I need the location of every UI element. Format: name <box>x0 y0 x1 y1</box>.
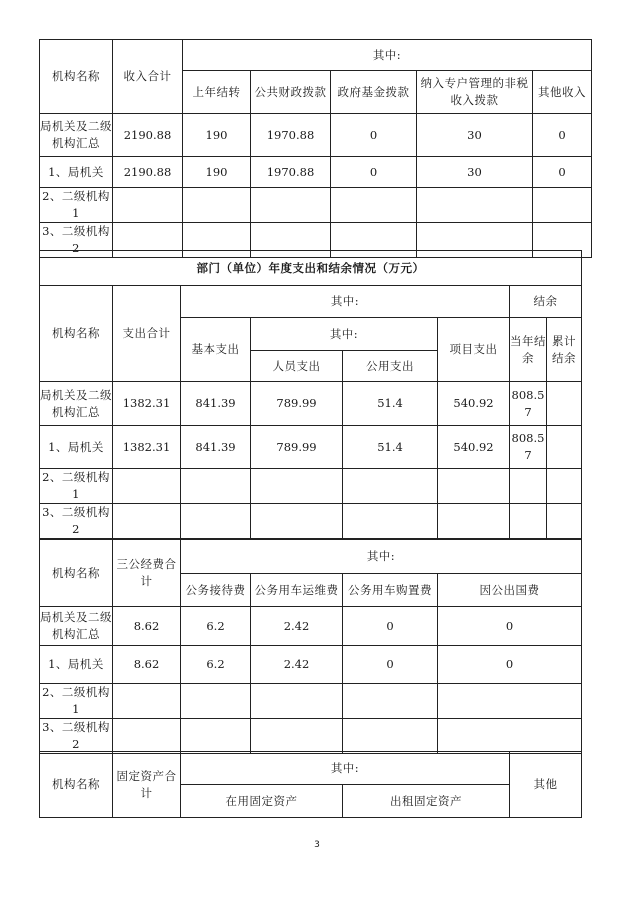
income-row-carryover: 190 <box>183 157 251 188</box>
three-public-row <box>40 684 582 719</box>
expense-row-current-balance <box>510 469 547 504</box>
income-row-other: 0 <box>533 114 592 157</box>
expense-row-personnel: 789.99 <box>251 382 343 426</box>
income-row-other <box>533 188 592 223</box>
expense-row-total: 1382.31 <box>113 382 181 426</box>
three-public-row-vehicle-purchase: 0 <box>343 646 438 684</box>
three-public-row-overseas: 0 <box>438 607 582 646</box>
three-public-row-vehicle-ops: 2.42 <box>251 646 343 684</box>
income-row-carryover: 190 <box>183 114 251 157</box>
three-public-header-org-name: 机构名称 <box>40 540 113 607</box>
expense-header-personnel: 人员支出 <box>251 351 343 382</box>
expense-row-project <box>438 504 510 539</box>
page-number: 3 <box>314 840 320 850</box>
expense-row-public-use <box>343 504 438 539</box>
income-row-non-tax: 30 <box>417 157 533 188</box>
income-row <box>40 157 592 188</box>
three-public-header-total: 三公经费合计 <box>113 540 181 607</box>
expense-row <box>40 504 582 539</box>
expense-header-of-which: 其中: <box>181 286 510 318</box>
three-public-row-total <box>113 684 181 719</box>
three-public-row-vehicle-ops <box>251 684 343 719</box>
expense-row-current-balance: 808.57 <box>510 426 547 469</box>
income-row-name: 2、二级机构1 <box>40 188 113 223</box>
expense-row-name: 局机关及二级机构汇总 <box>40 382 113 426</box>
expense-row-name: 2、二级机构1 <box>40 469 113 504</box>
three-public-row-overseas <box>438 684 582 719</box>
three-public-row-total: 8.62 <box>113 646 181 684</box>
expense-row-basic: 841.39 <box>181 426 251 469</box>
income-row-public-finance: 1970.88 <box>251 114 331 157</box>
expense-row-personnel <box>251 504 343 539</box>
three-public-row-total: 8.62 <box>113 607 181 646</box>
income-row-total: 2190.88 <box>113 157 183 188</box>
income-row-total <box>113 188 183 223</box>
income-row-name: 1、局机关 <box>40 157 113 188</box>
three-public-row-overseas: 0 <box>438 646 582 684</box>
expense-row-basic: 841.39 <box>181 382 251 426</box>
income-row-public-finance: 1970.88 <box>251 157 331 188</box>
income-header-org-name: 机构名称 <box>40 40 113 114</box>
expense-row-basic <box>181 469 251 504</box>
income-row <box>40 114 592 157</box>
assets-header-org-name: 机构名称 <box>40 752 113 818</box>
three-public-row-total <box>113 719 181 754</box>
assets-header-leased: 出租固定资产 <box>343 785 510 818</box>
expense-row-project: 540.92 <box>438 382 510 426</box>
expense-row-total <box>113 504 181 539</box>
three-public-row-reception: 6.2 <box>181 607 251 646</box>
three-public-row <box>40 607 582 646</box>
expense-row-total: 1382.31 <box>113 426 181 469</box>
income-row-carryover <box>183 188 251 223</box>
income-header-public-finance: 公共财政拨款 <box>251 71 331 114</box>
assets-header-of-which: 其中: <box>181 752 510 785</box>
expense-row-current-balance <box>510 504 547 539</box>
income-table <box>39 39 592 258</box>
three-public-header-vehicle-ops: 公务用车运维费 <box>251 574 343 607</box>
income-row-gov-fund: 0 <box>331 114 417 157</box>
expense-header-total: 支出合计 <box>113 286 181 382</box>
expense-section-title: 部门（单位）年度支出和结余情况（万元） <box>40 251 582 286</box>
expense-header-of-which-inner: 其中: <box>251 318 438 351</box>
income-header-carryover: 上年结转 <box>183 71 251 114</box>
three-public-row <box>40 646 582 684</box>
assets-header-total: 固定资产合计 <box>113 752 181 818</box>
expense-header-org-name: 机构名称 <box>40 286 113 382</box>
expense-row <box>40 469 582 504</box>
expense-header-basic: 基本支出 <box>181 318 251 382</box>
three-public-row-vehicle-purchase <box>343 684 438 719</box>
expense-header-balance: 结余 <box>510 286 582 318</box>
three-public-row-vehicle-purchase: 0 <box>343 607 438 646</box>
income-row-non-tax <box>417 188 533 223</box>
income-header-gov-fund: 政府基金拨款 <box>331 71 417 114</box>
three-public-row-reception <box>181 684 251 719</box>
three-public-table <box>39 539 582 754</box>
expense-row-personnel: 789.99 <box>251 426 343 469</box>
three-public-header-vehicle-purchase: 公务用车购置费 <box>343 574 438 607</box>
expense-row-total <box>113 469 181 504</box>
expense-row-cumulative-balance <box>547 469 582 504</box>
income-row-name: 3、二级机构2 <box>40 223 113 258</box>
three-public-row-vehicle-ops: 2.42 <box>251 607 343 646</box>
income-row-other: 0 <box>533 157 592 188</box>
expense-row <box>40 382 582 426</box>
three-public-row-reception <box>181 719 251 754</box>
expense-row-cumulative-balance <box>547 426 582 469</box>
income-header-non-tax: 纳入专户管理的非税收入拨款 <box>417 71 533 114</box>
income-row-non-tax: 30 <box>417 114 533 157</box>
income-row-name: 局机关及二级机构汇总 <box>40 114 113 157</box>
assets-header-other: 其他 <box>510 752 582 818</box>
three-public-row <box>40 719 582 754</box>
expense-header-current-balance: 当年结余 <box>510 318 547 382</box>
three-public-row-name: 局机关及二级机构汇总 <box>40 607 113 646</box>
three-public-row-name: 2、二级机构1 <box>40 684 113 719</box>
income-row-public-finance <box>251 188 331 223</box>
assets-header-in-use: 在用固定资产 <box>181 785 343 818</box>
expense-header-project: 项目支出 <box>438 318 510 382</box>
expense-row-cumulative-balance <box>547 504 582 539</box>
expense-row-project <box>438 469 510 504</box>
expense-row-cumulative-balance <box>547 382 582 426</box>
three-public-header-overseas: 因公出国费 <box>438 574 582 607</box>
three-public-header-reception: 公务接待费 <box>181 574 251 607</box>
income-header-of-which: 其中: <box>183 40 592 71</box>
income-row-gov-fund: 0 <box>331 157 417 188</box>
expense-row-public-use: 51.4 <box>343 426 438 469</box>
expense-row-name: 3、二级机构2 <box>40 504 113 539</box>
expense-row-project: 540.92 <box>438 426 510 469</box>
three-public-row-name: 1、局机关 <box>40 646 113 684</box>
three-public-header-of-which: 其中: <box>181 540 582 574</box>
income-row-gov-fund <box>331 188 417 223</box>
expense-row-public-use <box>343 469 438 504</box>
expense-row-name: 1、局机关 <box>40 426 113 469</box>
income-row-total: 2190.88 <box>113 114 183 157</box>
expense-header-cumulative-balance: 累计结余 <box>547 318 582 382</box>
income-row <box>40 188 592 223</box>
three-public-row-vehicle-purchase <box>343 719 438 754</box>
expense-row-basic <box>181 504 251 539</box>
three-public-row-vehicle-ops <box>251 719 343 754</box>
expense-row-current-balance: 808.57 <box>510 382 547 426</box>
expense-header-public-use: 公用支出 <box>343 351 438 382</box>
assets-table <box>39 751 582 818</box>
three-public-row-overseas <box>438 719 582 754</box>
expense-table <box>39 250 582 539</box>
expense-row-personnel <box>251 469 343 504</box>
income-header-other: 其他收入 <box>533 71 592 114</box>
income-header-total: 收入合计 <box>113 40 183 114</box>
expense-row-public-use: 51.4 <box>343 382 438 426</box>
expense-row <box>40 426 582 469</box>
three-public-row-reception: 6.2 <box>181 646 251 684</box>
three-public-row-name: 3、二级机构2 <box>40 719 113 754</box>
